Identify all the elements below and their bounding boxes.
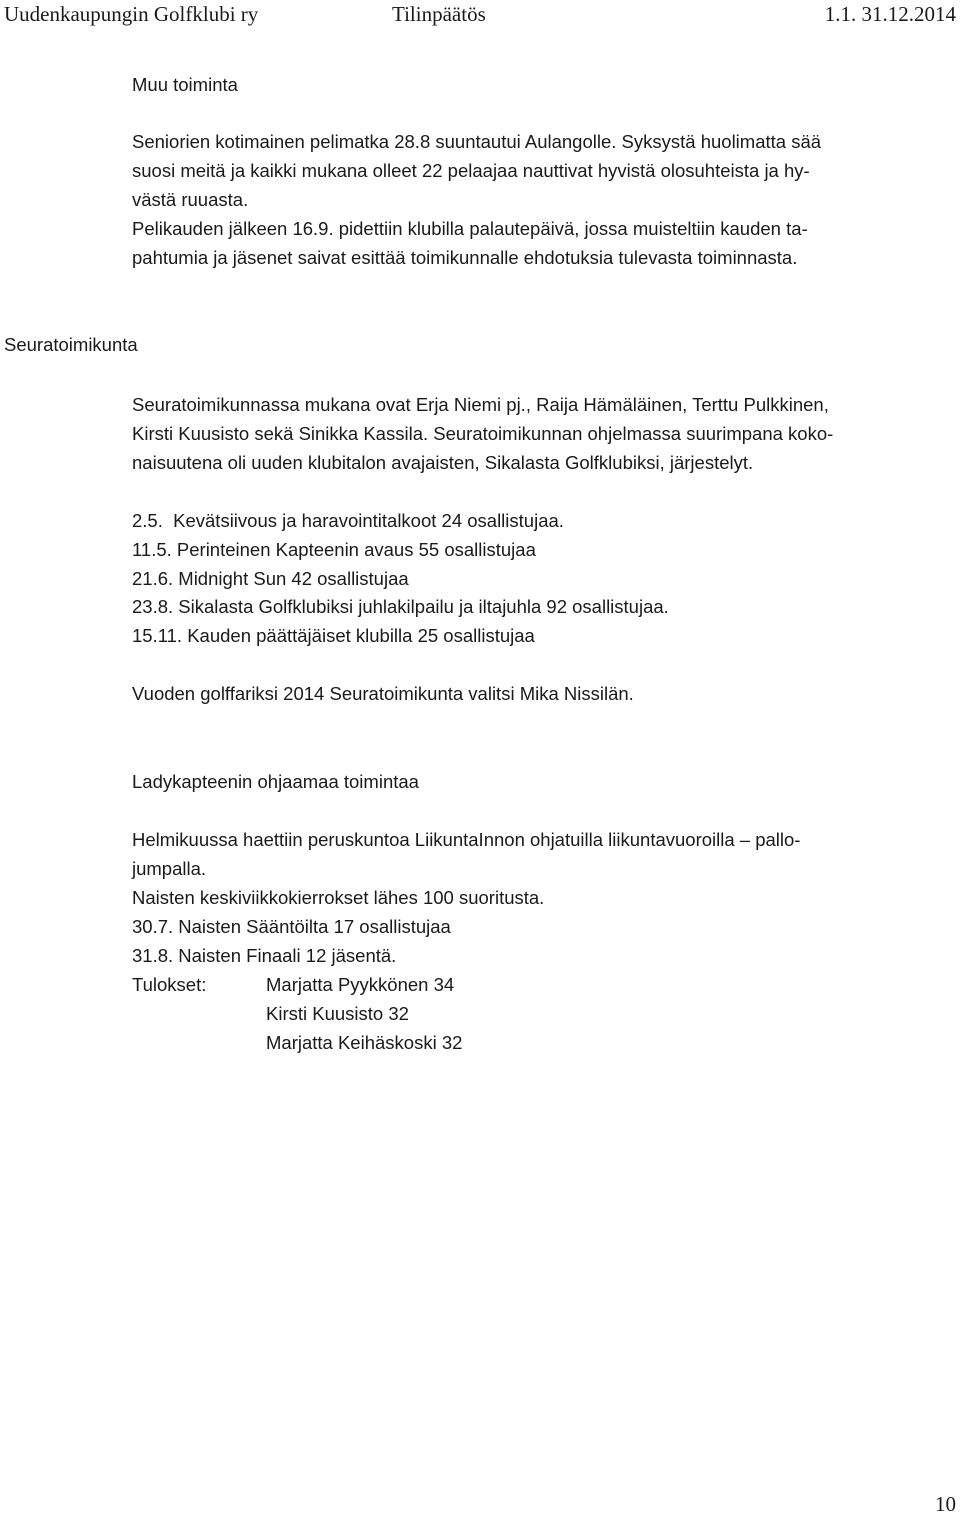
paragraph-line: Seuratoimikunnassa mukana ovat Erja Niemi pj., Raija Hämäläinen, Terttu Pulkkinen, xyxy=(132,394,829,415)
event-item: 21.6. Midnight Sun 42 osallistujaa xyxy=(132,568,409,589)
paragraph-line: Naisten keskiviikkokierrokset lähes 100 suoritusta. xyxy=(132,887,545,908)
event-item: 2.5. Kevätsiivous ja haravointitalkoot 24 osallistujaa. xyxy=(132,510,564,531)
paragraph-line: naisuutena oli uuden klubitalon avajaisten, Sikalasta Golfklubiksi, järjestelyt. xyxy=(132,452,754,473)
paragraph-line: pahtumia ja jäsenet saivat esittää toimikunnalle ehdotuksia tulevasta toiminnasta. xyxy=(132,247,798,268)
page-number: 10 xyxy=(935,1492,956,1516)
paragraph-line: Kirsti Kuusisto sekä Sinikka Kassila. Seuratoimikunnan ohjelmassa suurimpana koko- xyxy=(132,423,834,444)
result-item: Marjatta Keihäskoski 32 xyxy=(266,1032,463,1053)
paragraph-line: Pelikauden jälkeen 16.9. pidettiin klubilla palautepäivä, jossa muisteltiin kauden ta- xyxy=(132,218,808,239)
header-organization: Uudenkaupungin Golfklubi ry xyxy=(4,2,259,26)
paragraph-line: västä ruuasta. xyxy=(132,189,249,210)
result-item: Kirsti Kuusisto 32 xyxy=(266,1003,409,1024)
golffari-line: Vuoden golffariksi 2014 Seuratoimikunta valitsi Mika Nissilän. xyxy=(132,683,634,704)
section-heading: Muu toiminta xyxy=(132,74,238,95)
paragraph-line: Seniorien kotimainen pelimatka 28.8 suuntautui Aulangolle. Syksystä huolimatta sää xyxy=(132,131,822,152)
event-item: 23.8. Sikalasta Golfklubiksi juhlakilpailu ja iltajuhla 92 osallistujaa. xyxy=(132,596,669,617)
paragraph-line: Helmikuussa haettiin peruskuntoa LiikuntaInnon ohjatuilla liikuntavuoroilla – pallo- xyxy=(132,829,801,850)
event-item: 15.11. Kauden päättäjäiset klubilla 25 osallistujaa xyxy=(132,625,535,646)
header-period: 1.1. 31.12.2014 xyxy=(824,2,956,26)
paragraph-line: jumpalla. xyxy=(132,858,207,879)
header-document-title: Tilinpäätös xyxy=(392,2,486,26)
section-heading: Seuratoimikunta xyxy=(4,334,138,355)
paragraph-line: 30.7. Naisten Sääntöilta 17 osallistujaa xyxy=(132,916,451,937)
event-item: 11.5. Perinteinen Kapteenin avaus 55 osallistujaa xyxy=(132,539,536,560)
paragraph-line: suosi meitä ja kaikki mukana olleet 22 pelaajaa nauttivat hyvistä olosuhteista ja hy- xyxy=(132,160,810,181)
paragraph-line: 31.8. Naisten Finaali 12 jäsentä. xyxy=(132,945,397,966)
results-label: Tulokset: xyxy=(132,974,207,995)
result-item: Marjatta Pyykkönen 34 xyxy=(266,974,455,995)
section-heading: Ladykapteenin ohjaamaa toimintaa xyxy=(132,771,419,792)
